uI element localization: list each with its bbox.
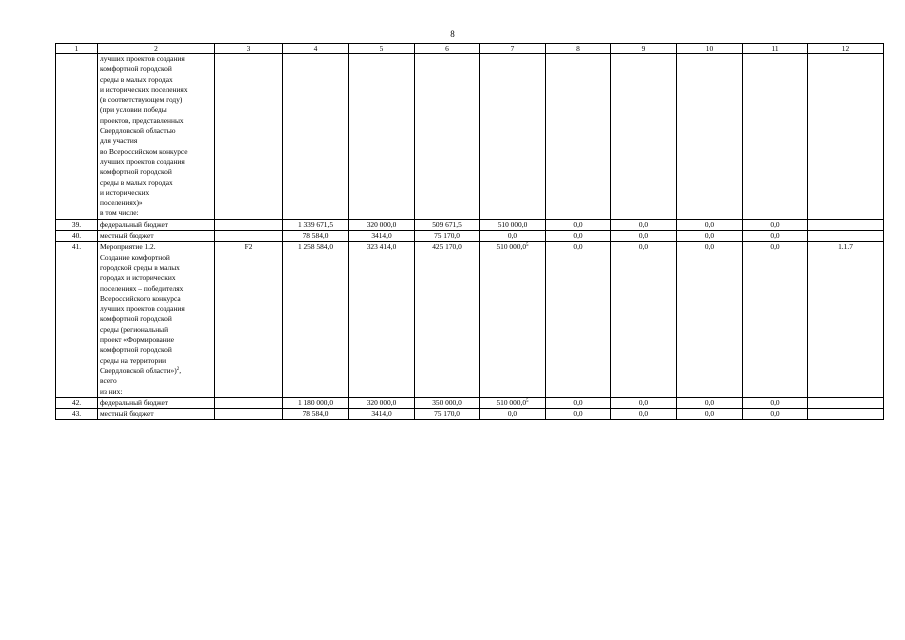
- value-cell: [349, 409, 415, 420]
- cell-value: 425 170,0: [432, 242, 462, 252]
- value-cell: [415, 397, 480, 408]
- value-cell: [415, 231, 480, 242]
- cell-value: 1 339 671,5: [297, 219, 334, 229]
- description-line: и исторических: [100, 187, 150, 197]
- table-row: [56, 409, 884, 420]
- value-cell: [349, 242, 415, 397]
- description-text: комфортной городской: [100, 314, 172, 324]
- description-line: [100, 325, 212, 335]
- description-line: лучших проектов создания: [100, 156, 185, 166]
- cell-value: 350 000,0: [432, 397, 462, 407]
- cell-value: 510 000,0: [496, 397, 527, 407]
- description-text: среды (региональный: [100, 324, 169, 334]
- cell-value: 0,0: [770, 397, 780, 407]
- value-cell: [743, 242, 808, 397]
- value-cell: [743, 409, 808, 420]
- cell-value: 0,0: [573, 219, 583, 229]
- value-cell: [215, 397, 283, 408]
- value-cell: [611, 409, 677, 420]
- value-cell: [546, 231, 611, 242]
- description-line: поселениях)»: [100, 198, 143, 208]
- description-line: для участия: [100, 136, 138, 146]
- description-cell: [98, 219, 215, 230]
- cell-value: 0,0: [507, 409, 518, 419]
- cell-value: 3414,0: [371, 409, 392, 419]
- description-cell: [98, 397, 215, 408]
- value-cell: [415, 409, 480, 420]
- page-number: 8: [450, 29, 455, 39]
- cell-value: 78 584,0: [302, 231, 329, 241]
- column-header: 12: [808, 44, 884, 54]
- cell-value: 320 000,0: [366, 397, 397, 407]
- value-cell: [808, 397, 884, 408]
- value-cell: [283, 397, 349, 408]
- value-cell: [415, 219, 480, 230]
- description-line: [100, 273, 212, 283]
- cell-value: 0,0: [573, 397, 583, 407]
- column-header: 8: [546, 44, 611, 54]
- value-cell: [546, 397, 611, 408]
- value-cell: [283, 409, 349, 420]
- description-line: проектов, представленных: [100, 115, 184, 125]
- description-text: городской среды в малых: [100, 262, 180, 272]
- cell-value: 0,0: [704, 397, 715, 407]
- value-cell: [349, 219, 415, 230]
- row-number-cell: 43.: [56, 409, 98, 420]
- footnote-mark: 5: [526, 243, 529, 249]
- value-cell: [743, 231, 808, 242]
- description-line: и исторических поселениях: [100, 84, 188, 94]
- value-cell: [349, 231, 415, 242]
- description-text: местный бюджет: [100, 231, 154, 241]
- table-row: [56, 397, 884, 408]
- cell-value: 0,0: [704, 409, 715, 419]
- description-line: лучших проектов создания: [100, 54, 185, 63]
- description-text: комфортной городской: [100, 345, 172, 355]
- value-cell: [480, 409, 546, 420]
- value-cell: [283, 219, 349, 230]
- cell-value: 1 180 000,0: [297, 397, 334, 407]
- table-cell: [743, 54, 808, 220]
- description-line: [100, 304, 212, 314]
- description-line: (при условии победы: [100, 105, 167, 115]
- description-line: [100, 263, 212, 273]
- value-cell: [546, 219, 611, 230]
- cell-value: 0,0: [638, 397, 649, 407]
- description-line: [100, 220, 212, 230]
- value-cell: [215, 409, 283, 420]
- value-cell: [743, 219, 808, 230]
- cell-value: 509 671,5: [432, 219, 462, 229]
- column-header: 9: [611, 44, 677, 54]
- value-cell: [215, 242, 283, 397]
- description-line: [100, 253, 212, 263]
- description-line: [100, 376, 212, 386]
- value-cell: [480, 219, 546, 230]
- column-header: 2: [98, 44, 215, 54]
- value-cell: [283, 231, 349, 242]
- description-text: местный бюджет: [100, 409, 154, 419]
- description-cell: [98, 231, 215, 242]
- description-line: [100, 398, 212, 408]
- description-line: [100, 345, 212, 355]
- value-cell: [283, 242, 349, 397]
- footnote-mark: 5: [526, 398, 529, 404]
- description-text: всего: [100, 376, 117, 386]
- description-line: [100, 335, 212, 345]
- description-text: федеральный бюджет: [100, 397, 169, 407]
- cell-value: 510 000,0: [497, 219, 528, 229]
- column-header: 3: [215, 44, 283, 54]
- row-number-cell: 41.: [56, 242, 98, 397]
- cell-value: 0,0: [770, 242, 780, 252]
- description-line: комфортной городской: [100, 167, 172, 177]
- table-cell: [415, 54, 480, 220]
- row-number-cell: 42.: [56, 397, 98, 408]
- description-line: комфортной городской: [100, 64, 172, 74]
- table-cell: [349, 54, 415, 220]
- value-cell: [611, 397, 677, 408]
- description-line: во Всероссийском конкурсе: [100, 146, 188, 156]
- cell-value: 0,0: [638, 231, 649, 241]
- cell-value: 0,0: [704, 242, 715, 252]
- cell-value: 0,0: [638, 219, 649, 229]
- value-cell: [546, 409, 611, 420]
- cell-value: 0,0: [638, 242, 649, 252]
- value-cell: [808, 219, 884, 230]
- description-line: [100, 387, 212, 397]
- column-header: 4: [283, 44, 349, 54]
- description-line: [100, 242, 212, 252]
- cell-value: 3414,0: [371, 231, 392, 241]
- row-number-cell: 39.: [56, 219, 98, 230]
- value-cell: [611, 219, 677, 230]
- cell-value: 323 414,0: [366, 242, 397, 252]
- value-cell: [480, 397, 546, 408]
- cell-value: 0,0: [770, 231, 780, 241]
- value-cell: [215, 219, 283, 230]
- description-text: Свердловской области»): [100, 365, 177, 375]
- description-text: Всероссийского конкурса: [100, 293, 181, 303]
- description-line: [100, 231, 212, 241]
- cell-value: 0,0: [704, 231, 715, 241]
- cell-value: 0,0: [770, 219, 780, 229]
- table-cell: [611, 54, 677, 220]
- value-cell: [677, 219, 743, 230]
- table-row-continuation: [56, 54, 884, 220]
- cell-value: 1.1.7: [838, 242, 853, 252]
- value-cell: [743, 397, 808, 408]
- description-text: поселениях – победителях: [100, 283, 184, 293]
- description-text: Мероприятие 1.2.: [100, 242, 156, 252]
- value-cell: [215, 231, 283, 242]
- value-cell: [611, 242, 677, 397]
- table-cell: [808, 54, 884, 220]
- value-cell: [611, 231, 677, 242]
- value-cell: [808, 409, 884, 420]
- cell-value: 0,0: [573, 242, 583, 252]
- table-cell: [215, 54, 283, 220]
- description-line: [100, 284, 212, 294]
- description-line: (в соответствующем году): [100, 95, 183, 105]
- cell-value: 0,0: [573, 409, 583, 419]
- punctuation: ,: [179, 365, 182, 375]
- table-cell: [546, 54, 611, 220]
- row-number-cell: 40.: [56, 231, 98, 242]
- cell-value: 510 000,0: [496, 242, 527, 252]
- value-cell: [677, 242, 743, 397]
- description-line: [100, 366, 212, 376]
- description-text: из них:: [100, 386, 123, 396]
- column-header: 1: [56, 44, 98, 54]
- value-cell: [677, 231, 743, 242]
- value-cell: [677, 397, 743, 408]
- cell-value: 78 584,0: [302, 409, 329, 419]
- description-cell: [98, 242, 215, 397]
- value-cell: [480, 242, 546, 397]
- value-cell: [415, 242, 480, 397]
- description-cell: [98, 54, 215, 220]
- description-text: федеральный бюджет: [100, 219, 169, 229]
- description-text: городах и исторических: [100, 273, 176, 283]
- footnote-mark: 2: [176, 366, 180, 372]
- cell-value: 0,0: [507, 231, 518, 241]
- description-text: среды на территории: [100, 355, 167, 365]
- description-text: лучших проектов создания: [100, 304, 185, 314]
- cell-value: 320 000,0: [366, 219, 397, 229]
- value-cell: [546, 242, 611, 397]
- budget-table: [55, 43, 884, 420]
- value-cell: [480, 231, 546, 242]
- cell-value: 75 170,0: [434, 409, 460, 419]
- description-cell: [98, 409, 215, 420]
- table-row: [56, 242, 884, 397]
- row-number-cell: [56, 54, 98, 220]
- description-line: в том числе:: [100, 208, 139, 218]
- cell-value: 0,0: [704, 219, 715, 229]
- description-text: проект «Формирование: [100, 335, 174, 345]
- description-line: среды в малых городах: [100, 74, 173, 84]
- description-line: [100, 409, 212, 419]
- description-line: [100, 356, 212, 366]
- table-cell: [677, 54, 743, 220]
- value-cell: [349, 397, 415, 408]
- table-row: [56, 231, 884, 242]
- cell-value: 1 258 584,0: [297, 242, 334, 252]
- table-cell: [480, 54, 546, 220]
- description-line: Свердловской областью: [100, 126, 176, 136]
- description-line: среды в малых городах: [100, 177, 173, 187]
- cell-value: 0,0: [770, 409, 780, 419]
- table-cell: [283, 54, 349, 220]
- cell-value: 0,0: [638, 409, 649, 419]
- column-header: 6: [415, 44, 480, 54]
- column-header: 5: [349, 44, 415, 54]
- header-row: [56, 44, 884, 54]
- cell-value: 75 170,0: [434, 231, 460, 241]
- description-line: [100, 314, 212, 324]
- table-row: [56, 219, 884, 230]
- cell-value: F2: [244, 242, 253, 252]
- cell-value: 0,0: [573, 231, 583, 241]
- column-header: 10: [677, 44, 743, 54]
- column-header: 11: [743, 44, 808, 54]
- value-cell: [808, 231, 884, 242]
- column-header: 7: [480, 44, 546, 54]
- description-text: Создание комфортной: [100, 252, 170, 262]
- value-cell: [677, 409, 743, 420]
- description-line: [100, 294, 212, 304]
- value-cell: [808, 242, 884, 397]
